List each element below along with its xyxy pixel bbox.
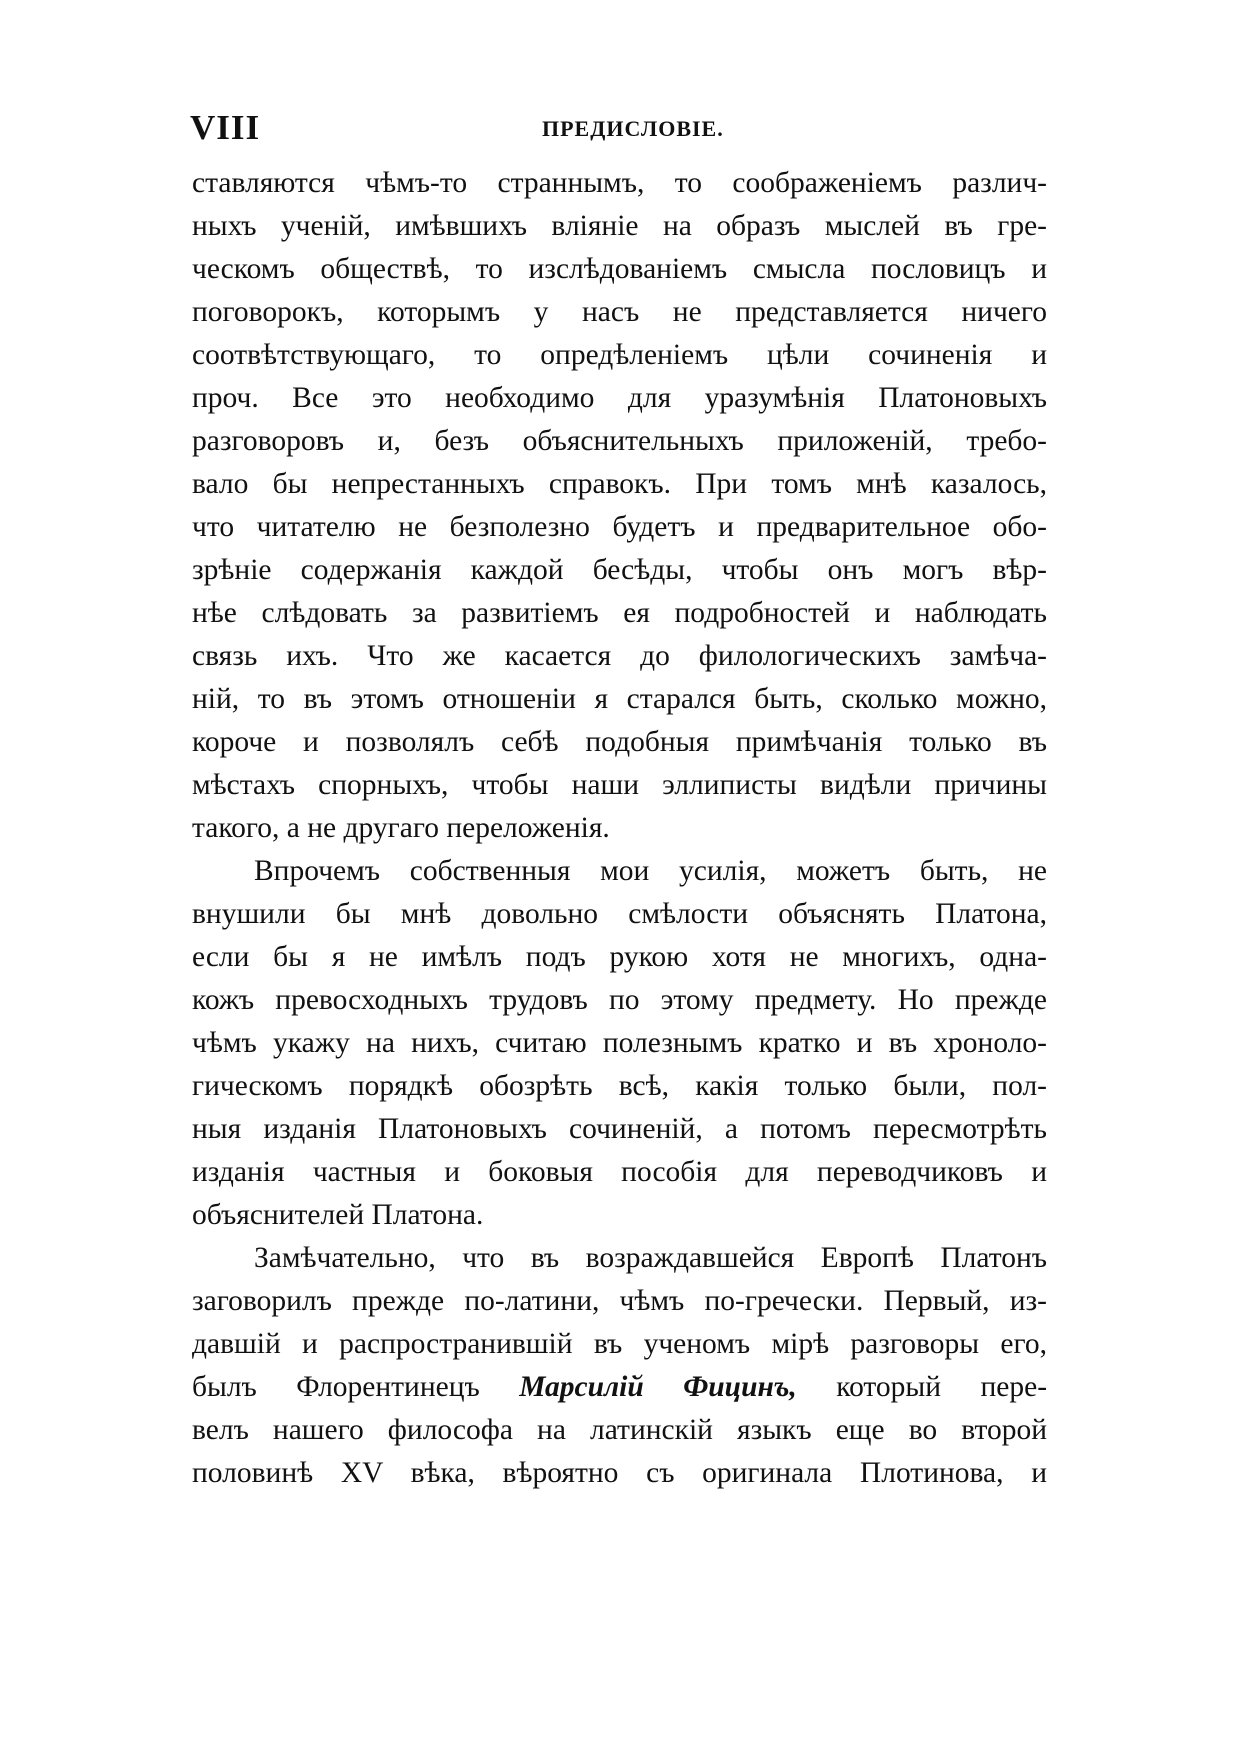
text-line: соотвѣтствующаго, то опредѣленіемъ цѣли сочиненія и (192, 339, 1047, 371)
text-line: вало бы непрестанныхъ справокъ. При томъ мнѣ казалось, (192, 468, 1047, 500)
page-number: VIII (190, 108, 261, 147)
text-line: Замѣчательно, что въ возраждавшейся Европѣ Платонъ (254, 1242, 1047, 1274)
text-line: проч. Все это необходимо для уразумѣнія Платоновыхъ (192, 382, 1047, 414)
running-head (190, 108, 1048, 158)
text-line: зрѣніе содержанія каждой бесѣды, чтобы онъ могъ вѣр- (192, 554, 1047, 586)
running-title: ПРЕДИСЛОВІЕ. (542, 116, 724, 141)
text-line: ставляются чѣмъ-то страннымъ, то соображеніемъ различ- (192, 167, 1047, 199)
text-line: мѣстахъ спорныхъ, чтобы наши эллиписты видѣли причины (192, 769, 1047, 801)
text-line: короче и позволялъ себѣ подобныя примѣчанія только въ (192, 726, 1047, 758)
text-line: велъ нашего философа на латинскій языкъ еще во второй (192, 1414, 1047, 1446)
text-line: если бы я не имѣлъ подъ рукою хотя не многихъ, одна- (192, 941, 1047, 973)
text-line: Впрочемъ собственныя мои усилія, можетъ быть, не (254, 855, 1047, 887)
text-line: заговорилъ прежде по-латини, чѣмъ по-гречески. Первый, из- (192, 1285, 1047, 1317)
text-line: связь ихъ. Что же касается до филологическихъ замѣча- (192, 640, 1047, 672)
text-line: поговорокъ, которымъ у насъ не представляется ничего (192, 296, 1047, 328)
text-line (192, 1364, 1047, 1410)
text-line: ческомъ обществѣ, то изслѣдованіемъ смысла пословицъ и (192, 253, 1047, 285)
text-line: гическомъ порядкѣ обозрѣть всѣ, какія только были, пол- (192, 1070, 1047, 1102)
text-run: былъ Флорентинецъ (192, 1371, 480, 1403)
text-line: изданія частныя и боковыя пособія для переводчиковъ и (192, 1156, 1047, 1188)
text-line: нѣе слѣдовать за развитіемъ ея подробностей и наблюдать (192, 597, 1047, 629)
text-line: ныхъ ученій, имѣвшихъ вліяніе на образъ мыслей въ гре- (192, 210, 1047, 242)
text-line: кожъ превосходныхъ трудовъ по этому предмету. Но прежде (192, 984, 1047, 1016)
text-line: давшій и распространившій въ ученомъ мірѣ разговоры его, (192, 1328, 1047, 1360)
text-line: внушили бы мнѣ довольно смѣлости объяснять Платона, (192, 898, 1047, 930)
text-line: разговоровъ и, безъ объяснительныхъ приложеній, требо- (192, 425, 1047, 457)
person-name-marsilio-ficino: Марсилій Фицинъ, (519, 1371, 797, 1403)
text-line: что читателю не безполезно будетъ и предварительное обо- (192, 511, 1047, 543)
text-run: который пере- (836, 1371, 1047, 1403)
text-line: чѣмъ укажу на нихъ, считаю полезнымъ кратко и въ хроноло- (192, 1027, 1047, 1059)
text-line: ныя изданія Платоновыхъ сочиненій, а потомъ пересмотрѣть (192, 1113, 1047, 1145)
text-line: половинѣ XV вѣка, вѣроятно съ оригинала Плотинова, и (192, 1457, 1047, 1489)
text-line: ній, то въ этомъ отношеніи я старался быть, сколько можно, (192, 683, 1047, 715)
text-line: такого, а не другаго переложенія. (192, 812, 610, 844)
text-line: объяснителей Платона. (192, 1199, 484, 1231)
